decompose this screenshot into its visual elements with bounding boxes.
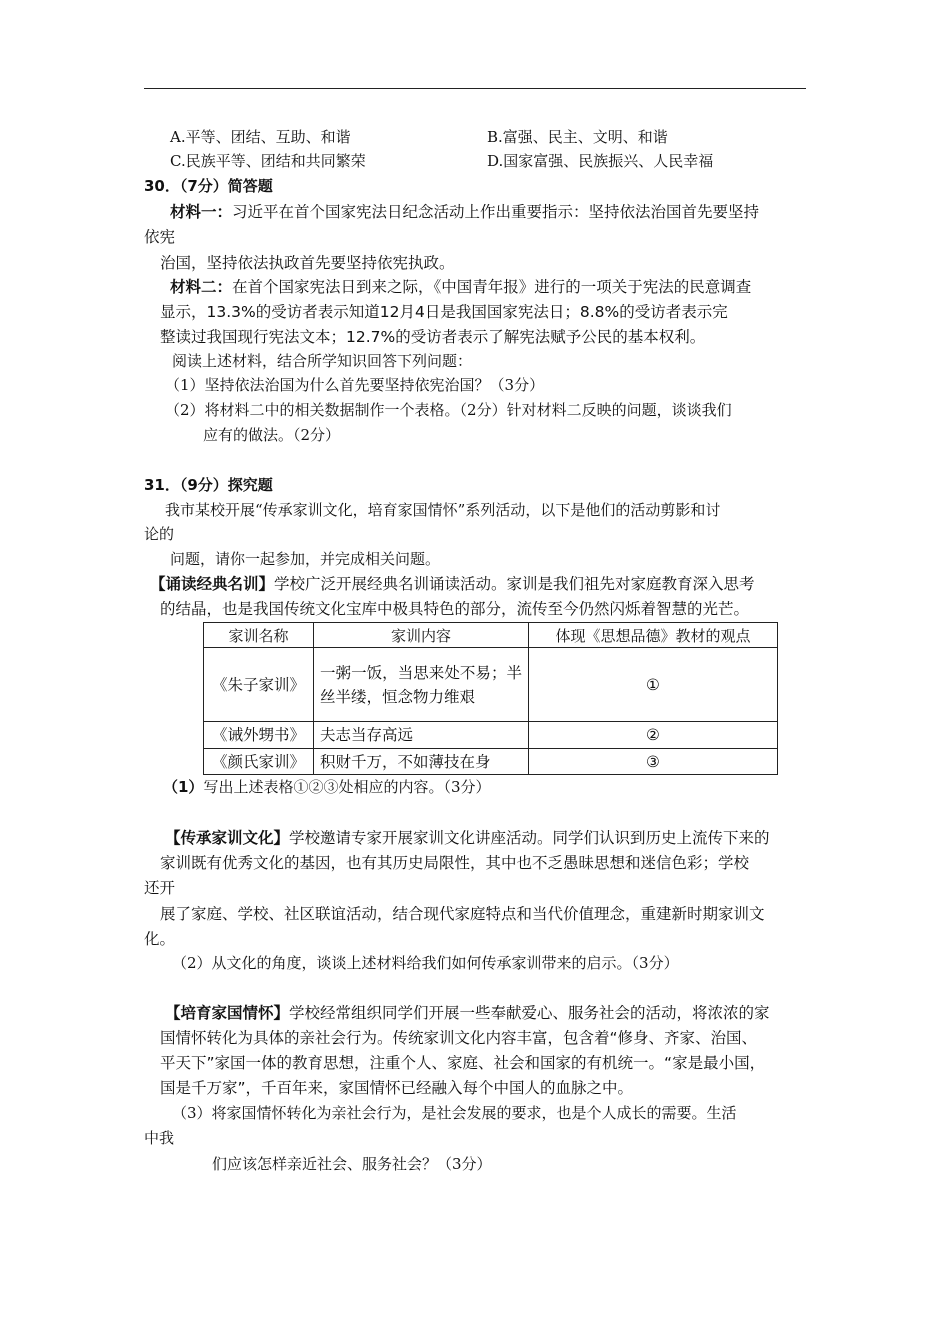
q30-sub2-line2: 应有的做法。（2分） (203, 426, 341, 444)
q30-material1-line1 (170, 201, 759, 223)
q30-heading: 30．（7分）简答题 (144, 177, 273, 195)
q31-section1-text1: 学校广泛开展经典名训诵读活动。家训是我们祖先对家庭教育深入思考 (274, 575, 755, 593)
table-row (204, 648, 778, 722)
option-c: C.民族平等、团结和共同繁荣 (170, 152, 366, 170)
table-cell-content: 夫志当存高远 (314, 722, 529, 749)
q31-sub3-line2: 中我 (144, 1129, 175, 1147)
q31-sub1-number: （1） (163, 778, 204, 796)
header-rule (144, 88, 806, 89)
table-cell-content: 积财千万，不如薄技在身 (314, 749, 529, 775)
q30-material1-line2: 依宪 (144, 228, 176, 246)
q30-material2-line1 (170, 276, 751, 298)
q31-intro-line2: 论的 (144, 525, 175, 543)
table-header-viewpoint: 体现《思想品德》教材的观点 (529, 623, 778, 648)
q30-material1-label: 材料一： (170, 203, 233, 221)
q31-section2-text1: 学校邀请专家开展家训文化讲座活动。同学们认识到历史上流传下来的 (289, 829, 770, 847)
table-cell-name: 《朱子家训》 (204, 648, 314, 722)
q31-section3-line2: 国情怀转化为具体的亲社会行为。传统家训文化内容丰富，包含着“修身、齐家、治国、 (160, 1029, 758, 1047)
table-header-row (204, 623, 778, 648)
table-cell-content: 一粥一饭，当思来处不易；半丝半缕，恒念物力维艰 (314, 648, 529, 722)
table-cell-mark: ② (529, 722, 778, 749)
q30-material2-line2: 显示，13.3%的受访者表示知道12月4日是我国国家宪法日；8.8%的受访者表示完 (160, 303, 728, 321)
table-row (204, 722, 778, 749)
q31-section3-line3: 平天下”家国一体的教育思想，注重个人、家庭、社会和国家的有机统一。“家是最小国， (160, 1054, 766, 1072)
option-b: B.富强、民主、文明、和谐 (487, 128, 668, 146)
q30-material1-line3: 治国，坚持依法执政首先要坚持依宪执政。 (160, 254, 455, 272)
table-header-name: 家训名称 (204, 623, 314, 648)
q31-intro-line3: 问题，请你一起参加，并完成相关问题。 (170, 550, 441, 568)
q30-sub1: （1）坚持依法治国为什么首先要坚持依宪治国？（3分） (165, 376, 545, 394)
q31-intro-line1: 我市某校开展“传承家训文化，培育家国情怀”系列活动，以下是他们的活动剪影和讨 (165, 501, 721, 519)
q31-section1-label: 【诵读经典名训】 (150, 575, 275, 593)
option-d: D.国家富强、民族振兴、人民幸福 (487, 152, 714, 170)
q31-section1-line2: 的结晶，也是我国传统文化宝库中极具特色的部分，流传至今仍然闪烁着智慧的光芒。 (160, 600, 750, 618)
q31-section2-line5: 化。 (144, 930, 176, 948)
q31-section2-line3: 还开 (144, 879, 176, 897)
q31-section2-line1 (165, 827, 770, 849)
q31-section2-line2: 家训既有优秀文化的基因，也有其历史局限性，其中也不乏愚昧思想和迷信色彩；学校 (160, 854, 750, 872)
q31-section2-label: 【传承家训文化】 (165, 829, 290, 847)
q31-section3-line4: 国是千万家”，千百年来，家国情怀已经融入每个中国人的血脉之中。 (160, 1079, 634, 1097)
q31-sub3-line3: 们应该怎样亲近社会、服务社会？（3分） (212, 1155, 492, 1173)
table-header-content: 家训内容 (314, 623, 529, 648)
q30-material1-text1: 习近平在首个国家宪法日纪念活动上作出重要指示：坚持依法治国首先要坚持 (232, 203, 760, 221)
table-cell-mark: ③ (529, 749, 778, 775)
q31-section3-label: 【培育家国情怀】 (165, 1004, 290, 1022)
q31-section1-line1 (150, 573, 755, 595)
q31-sub2: （2）从文化的角度，谈谈上述材料给我们如何传承家训带来的启示。（3分） (172, 954, 679, 972)
family-motto-table (203, 622, 778, 775)
q30-sub2-line1: （2）将材料二中的相关数据制作一个表格。（2分）针对材料二反映的问题，谈谈我们 (165, 401, 732, 419)
option-a: A.平等、团结、互助、和谐 (170, 128, 351, 146)
q31-heading: 31．（9分）探究题 (144, 476, 273, 494)
table-row (204, 749, 778, 775)
q31-section2-line4: 展了家庭、学校、社区联谊活动，结合现代家庭特点和当代价值理念，重建新时期家训文 (160, 905, 765, 923)
q31-sub1-text: 写出上述表格①②③处相应的内容。（3分） (203, 778, 491, 796)
q30-material2-line3: 整读过我国现行宪法文本；12.7%的受访者表示了解宪法赋予公民的基本权利。 (160, 328, 706, 346)
q31-sub3-line1: （3）将家国情怀转化为亲社会行为，是社会发展的要求，也是个人成长的需要。生活 (172, 1104, 737, 1122)
q31-section3-line1 (165, 1002, 770, 1024)
table-cell-mark: ① (529, 648, 778, 722)
q30-material2-label: 材料二： (170, 278, 233, 296)
table-cell-name: 《诫外甥书》 (204, 722, 314, 749)
q30-prompt: 阅读上述材料，结合所学知识回答下列问题： (172, 352, 473, 370)
q31-sub1 (163, 776, 490, 798)
table-cell-name: 《颜氏家训》 (204, 749, 314, 775)
q30-material2-text1: 在首个国家宪法日到来之际，《中国青年报》进行的一项关于宪法的民意调查 (232, 278, 752, 296)
q31-section3-text1: 学校经常组织同学们开展一些奉献爱心、服务社会的活动，将浓浓的家 (289, 1004, 770, 1022)
